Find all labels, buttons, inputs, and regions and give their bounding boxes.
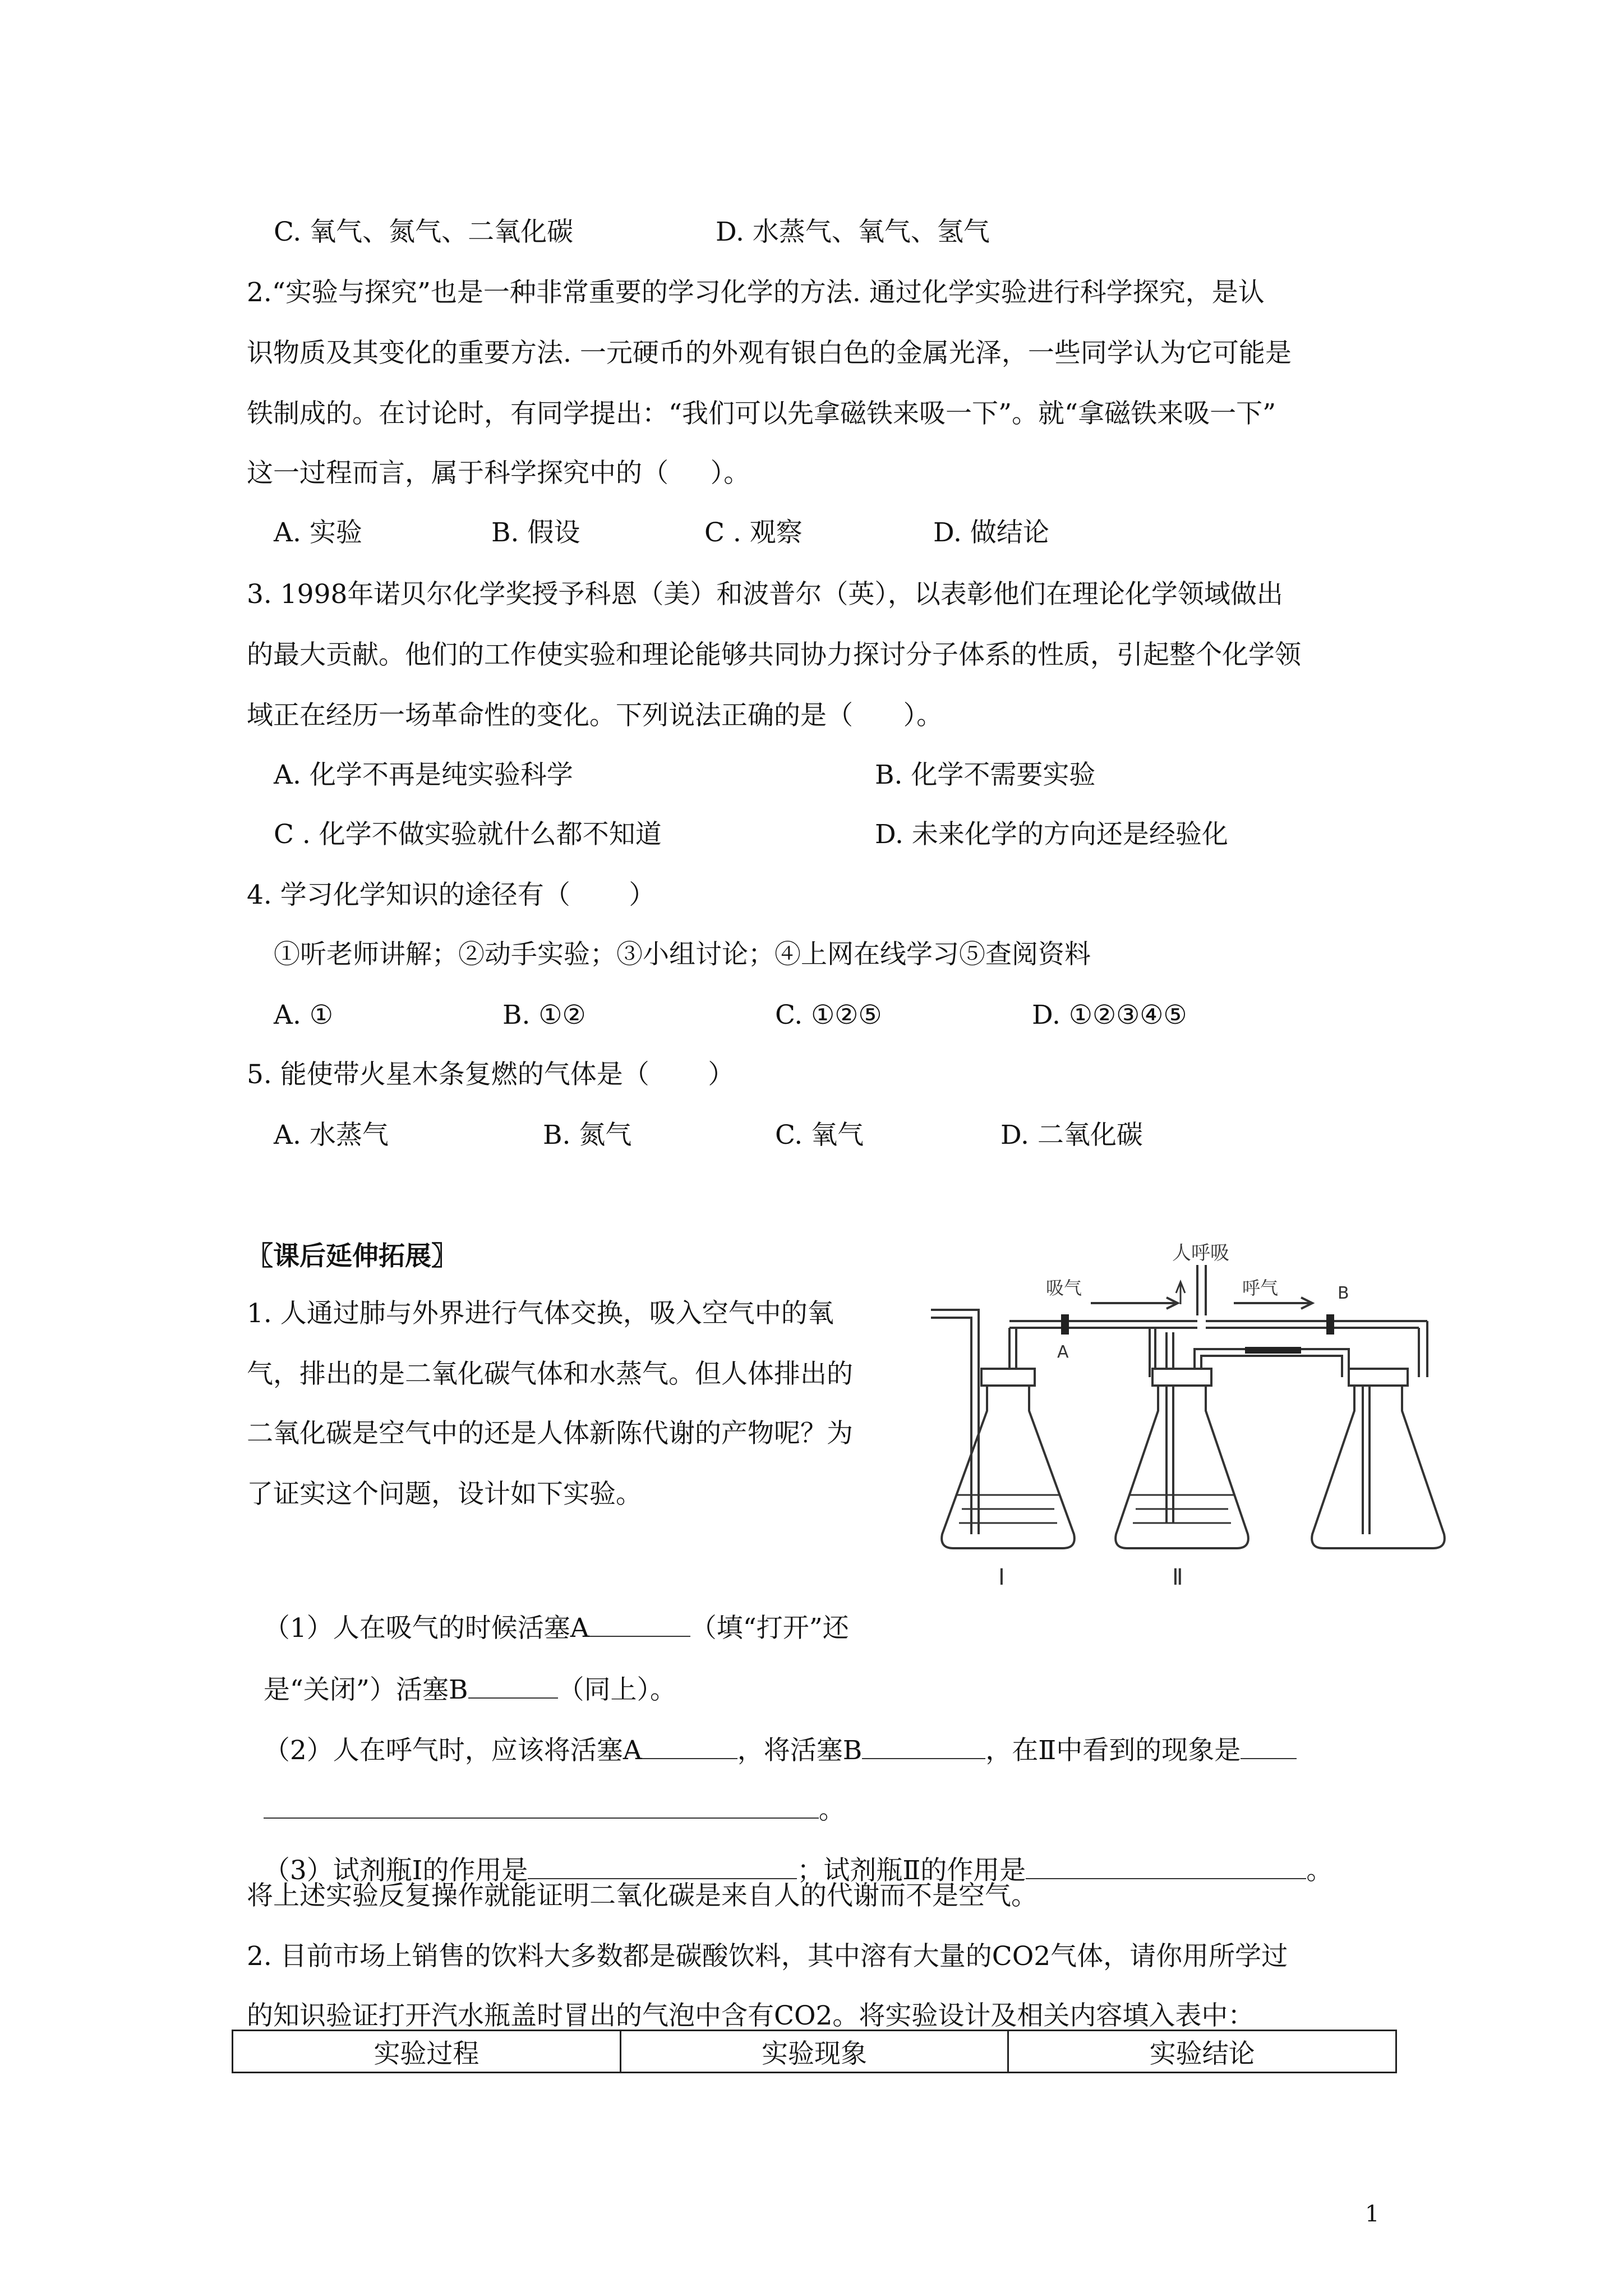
q5-stem: 5. 能使带火星木条复燃的气体是（ ） xyxy=(247,1059,735,1090)
q2-line: 铁制成的。在讨论时，有同学提出：“我们可以先拿磁铁来吸一下”。就“拿磁铁来吸一下” xyxy=(247,398,1276,429)
text: ，在Ⅱ中看到的现象是 xyxy=(985,1735,1241,1766)
bottle3-stopper xyxy=(1349,1369,1408,1386)
table-header: 实验过程 xyxy=(233,2031,621,2073)
q2-option-b: B. 假设 xyxy=(491,517,580,548)
text: （3）试剂瓶Ⅰ的作用是 xyxy=(263,1855,528,1886)
up-arrow xyxy=(1176,1282,1185,1304)
q3-option-a: A. 化学不再是纯实验科学 xyxy=(274,760,573,790)
text: （1）人在吸气的时候活塞A xyxy=(263,1613,589,1644)
table-header-row xyxy=(233,2031,1396,2073)
valve-b xyxy=(1326,1314,1334,1335)
q4-option-b: B. ①② xyxy=(502,1000,586,1030)
answer-blank[interactable] xyxy=(468,1673,558,1699)
q3-option-b: B. 化学不需要实验 xyxy=(875,760,1096,790)
valve-b-label: B xyxy=(1338,1283,1349,1303)
bottle2-label: Ⅱ xyxy=(1172,1565,1183,1590)
rubber-joint xyxy=(1245,1347,1301,1354)
bottle1-label: Ⅰ xyxy=(998,1565,1005,1590)
top-tube xyxy=(1009,1321,1427,1328)
ext-q1-line: 了证实这个问题，设计如下实验。 xyxy=(247,1479,642,1510)
text: 。 xyxy=(818,1795,845,1825)
q3-option-d: D. 未来化学的方向还是经验化 xyxy=(875,819,1228,850)
result-table xyxy=(232,2030,1397,2073)
q5-option-d: D. 二氧化碳 xyxy=(1000,1120,1143,1151)
answer-blank[interactable] xyxy=(642,1733,737,1759)
q3-line: 域正在经历一场革命性的变化。下列说法正确的是（ ）。 xyxy=(247,700,943,731)
ext-q2-line: 2. 目前市场上销售的饮料大多数都是碳酸饮料，其中溶有大量的CO2气体，请你用所学过 xyxy=(247,1941,1288,1972)
q2-line: 这一过程而言，属于科学探究中的（ ）。 xyxy=(247,458,750,489)
text: （2）人在呼气时，应该将活塞A xyxy=(263,1735,642,1766)
q2-option-d: D. 做结论 xyxy=(933,517,1049,548)
mouthpiece-tube xyxy=(1197,1265,1206,1315)
q5-option-b: B. 氮气 xyxy=(543,1120,632,1151)
exhale-arrow xyxy=(1234,1297,1312,1309)
page-number: 1 xyxy=(1365,2201,1380,2227)
ext-sub3-line xyxy=(247,1820,1332,1888)
ext-q2-line: 的知识验证打开汽水瓶盖时冒出的气泡中含有CO2。将实验设计及相关内容填入表中： xyxy=(247,2000,1255,2031)
ext-conclusion: 将上述实验反复操作就能证明二氧化碳是来自人的代谢而不是空气。 xyxy=(247,1880,1038,1911)
bottle-3 xyxy=(1312,1374,1445,1548)
table-header: 实验现象 xyxy=(620,2031,1008,2073)
q4-option-c: C. ①②⑤ xyxy=(775,1000,882,1030)
section-heading: 〖课后延伸拓展〗 xyxy=(247,1241,458,1272)
ext-sub2-cont xyxy=(247,1759,845,1827)
exhale-label: 呼气 xyxy=(1242,1277,1279,1299)
q4-stem: 4. 学习化学知识的途径有（ ） xyxy=(247,880,656,910)
text: （同上）。 xyxy=(557,1674,676,1705)
answer-blank[interactable] xyxy=(1026,1853,1306,1879)
ext-sub2-line xyxy=(247,1700,1297,1768)
q3-option-c: C . 化学不做实验就什么都不知道 xyxy=(274,819,662,850)
q2-line: 2.“实验与探究”也是一种非常重要的学习化学的方法. 通过化学实验进行科学探究，是认 xyxy=(247,277,1265,308)
ext-q1-line: 气，排出的是二氧化碳气体和水蒸气。但人体排出的 xyxy=(247,1359,853,1389)
q2-option-c: C . 观察 xyxy=(704,517,803,548)
q1-option-d: D. 水蒸气、氧气、氢气 xyxy=(716,217,990,247)
q3-line: 3. 1998年诺贝尔化学奖授予科恩（美）和波普尔（英），以表彰他们在理论化学领域做出 xyxy=(247,579,1283,610)
text: 。 xyxy=(1306,1855,1333,1886)
q2-option-a: A. 实验 xyxy=(274,517,362,548)
valve-a-label: A xyxy=(1057,1342,1069,1362)
answer-blank[interactable] xyxy=(528,1853,797,1879)
answer-blank[interactable] xyxy=(862,1733,985,1759)
q5-option-c: C. 氧气 xyxy=(775,1120,864,1151)
ext-sub1-line1 xyxy=(247,1577,849,1645)
text: 是“关闭”）活塞B xyxy=(263,1674,468,1705)
q1-option-c: C. 氧气、氮气、二氧化碳 xyxy=(274,217,574,247)
inhale-arrow xyxy=(1091,1297,1178,1309)
ext-q1-line: 二氧化碳是空气中的还是人体新陈代谢的产物呢？为 xyxy=(247,1418,853,1449)
answer-blank[interactable] xyxy=(264,1793,819,1819)
apparatus-diagram xyxy=(931,1243,1492,1602)
text: ；试剂瓶Ⅱ的作用是 xyxy=(797,1855,1026,1886)
text: （填“打开”还 xyxy=(690,1613,849,1644)
bottle2-stopper xyxy=(1152,1369,1211,1386)
bottle3-outlet xyxy=(1419,1321,1427,1377)
q3-line: 的最大贡献。他们的工作使实验和理论能够共同协力探讨分子体系的性质，引起整个化学领 xyxy=(247,639,1301,670)
q5-option-a: A. 水蒸气 xyxy=(274,1120,389,1151)
answer-blank[interactable] xyxy=(1241,1733,1297,1759)
bottle1-stopper xyxy=(981,1369,1035,1386)
text: ，将活塞B xyxy=(737,1735,863,1766)
ext-sub1-line2 xyxy=(247,1639,676,1707)
q4-option-d: D. ①②③④⑤ xyxy=(1032,1000,1187,1030)
bottle2-liquid xyxy=(1130,1495,1234,1523)
inhale-label: 吸气 xyxy=(1046,1277,1082,1299)
valve-a xyxy=(1061,1314,1069,1335)
answer-blank[interactable] xyxy=(589,1611,690,1637)
table-header: 实验结论 xyxy=(1008,2031,1396,2073)
q4-items: ①听老师讲解；②动手实验；③小组讨论；④上网在线学习⑤查阅资料 xyxy=(274,939,1091,970)
breath-label: 人呼吸 xyxy=(1172,1243,1229,1264)
q2-line: 识物质及其变化的重要方法. 一元硬币的外观有银白色的金属光泽，一些同学认为它可能是 xyxy=(247,338,1292,369)
ext-q1-line: 1. 人通过肺与外界进行气体交换，吸入空气中的氧 xyxy=(247,1298,834,1329)
q4-option-a: A. ① xyxy=(274,1000,333,1030)
bottle3-tube xyxy=(1363,1377,1370,1534)
